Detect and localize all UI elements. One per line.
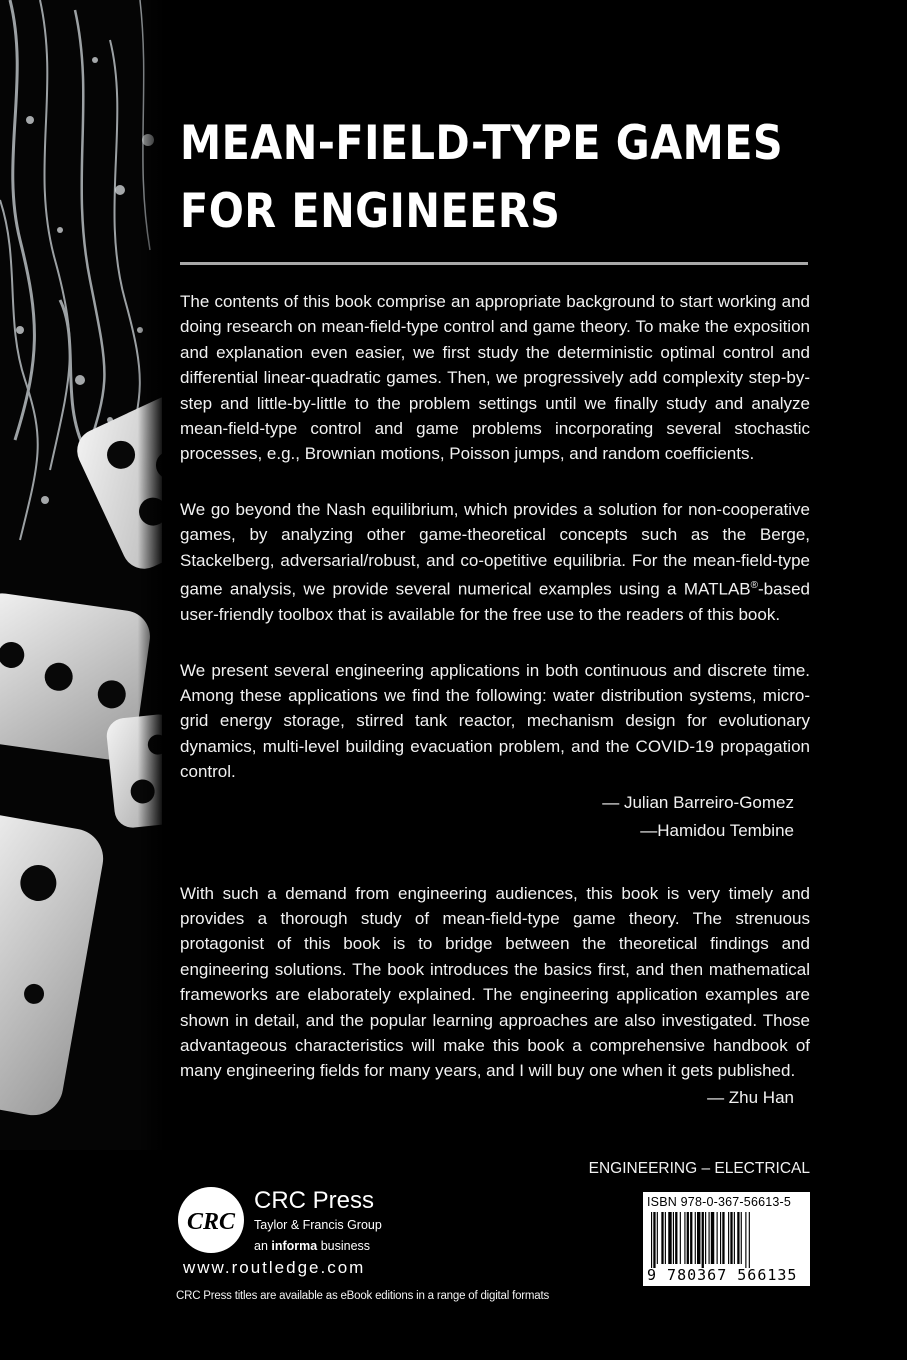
business-prefix: an: [254, 1239, 272, 1253]
crc-press-logo: [176, 1185, 246, 1255]
barcode-bar: [741, 1212, 742, 1264]
description-p2-after: -based user-friendly toolbox that is available for the free use to the readers of this book.: [180, 579, 810, 625]
isbn-digits: 9 780367 566135: [647, 1266, 798, 1284]
barcode-bar: [687, 1212, 689, 1264]
barcode-bar: [680, 1212, 681, 1264]
barcode-bar: [720, 1212, 721, 1264]
barcode-bar: [745, 1212, 746, 1268]
barcode-bar: [653, 1212, 655, 1268]
description-paragraph-3: We present several engineering applications in both continuous and discrete time. Among these applications we find the following: water distribution systems, micro-grid energy storage, stirred tank reactor, mechanism design for evolutionary dynamics, multi-level building evacuation problem, and the COVID-19 propagation control.: [180, 660, 810, 782]
endorsement-paragraph: With such a demand from engineering audiences, this book is very timely and provides a thorough study of mean-field-type game theory. The strenuous protagonist of this book is to bridge between the theoretical findings and engineering solutions. The book introduces the basics first, and then mathematical frameworks are elaborately explained. The engineering application examples are shown in detail, and the popular learning approaches are also investigated. Those advantageous characteristics will make this book a comprehensive handbook of many engineering fields for many years, and I will buy one when it gets published.: [180, 883, 810, 1081]
barcode-bar: [690, 1212, 692, 1264]
barcode-bar: [697, 1212, 700, 1264]
barcode-bar: [717, 1212, 718, 1264]
cover-photo-dice: [0, 0, 162, 1150]
barcode-bar: [705, 1212, 706, 1264]
barcode-bar: [709, 1212, 710, 1264]
barcode-bar: [695, 1212, 696, 1264]
isbn-barcode: [643, 1192, 810, 1286]
title-line-2: FOR ENGINEERS: [180, 184, 561, 239]
barcode-bar: [651, 1212, 652, 1268]
isbn-label: ISBN 978-0-367-56613-5: [647, 1195, 792, 1209]
barcode-bar: [730, 1212, 732, 1264]
barcode-bar: [737, 1212, 739, 1264]
endorsement-author: — Zhu Han: [707, 1087, 794, 1107]
subject-category: ENGINEERING – ELECTRICAL: [588, 1160, 810, 1177]
informa-brand: informa: [271, 1239, 318, 1253]
description-paragraph-1: The contents of this book comprise an appropriate background to start working and doing research on mean-field-type control and game theory. To make the exposition and explanation even easier, we first study the deterministic optimal control and differential linear-quadratic games. Then, we progressively add complexity step-by-step and little-by-little to the problem settings until we finally study and analyze mean-field-type control and game problems incorporating several stochastic processes, e.g., Brownian motions, Poisson jumps, and random coefficients.: [180, 292, 810, 464]
barcode-bar: [661, 1212, 663, 1264]
publisher-business-line: [254, 1239, 370, 1253]
back-cover-text: [180, 110, 810, 1112]
barcode-bar: [749, 1212, 750, 1268]
barcode-bar: [665, 1212, 666, 1264]
author-signature-2: —Hamidou Tembine: [640, 820, 794, 840]
barcode-bar: [668, 1212, 671, 1264]
publisher-website-link[interactable]: www.routledge.com: [183, 1258, 366, 1277]
publisher-name: CRC Press: [254, 1187, 375, 1214]
barcode-bar: [684, 1212, 685, 1264]
publisher-group: Taylor & Francis Group: [254, 1218, 382, 1232]
description-paragraph-2: [180, 497, 810, 628]
barcode-bars-icon: [649, 1212, 804, 1268]
barcode-bar: [711, 1212, 714, 1264]
crc-logo-text: CRC: [186, 1209, 236, 1235]
barcode-bar: [722, 1212, 724, 1264]
book-title: [180, 110, 814, 246]
barcode-bar: [657, 1212, 658, 1264]
business-suffix: business: [317, 1239, 371, 1253]
registered-mark: ®: [750, 580, 759, 592]
title-divider: [180, 262, 808, 265]
barcode-bar: [728, 1212, 729, 1264]
barcode-bar: [673, 1212, 674, 1264]
barcode-bar: [702, 1212, 704, 1268]
barcode-bar: [675, 1212, 677, 1264]
ebook-availability-note: CRC Press titles are available as eBook editions in a range of digital formats: [176, 1290, 550, 1302]
description-p2-before: We go beyond the Nash equilibrium, which provides a solution for non-cooperative games, by analyzing other game-theoretical concepts such as the Berge, Stackelberg, adversarial/robust, and co-opetitive equilibria. For the mean-field-type game analysis, we provide several numerical examples using a MATLAB: [180, 499, 810, 599]
barcode-bar: [734, 1212, 735, 1264]
dice-splash-illustration: [0, 0, 162, 1150]
author-signature-1: — Julian Barreiro-Gomez: [602, 792, 794, 812]
title-line-1: MEAN-FIELD-TYPE GAMES: [180, 116, 784, 171]
